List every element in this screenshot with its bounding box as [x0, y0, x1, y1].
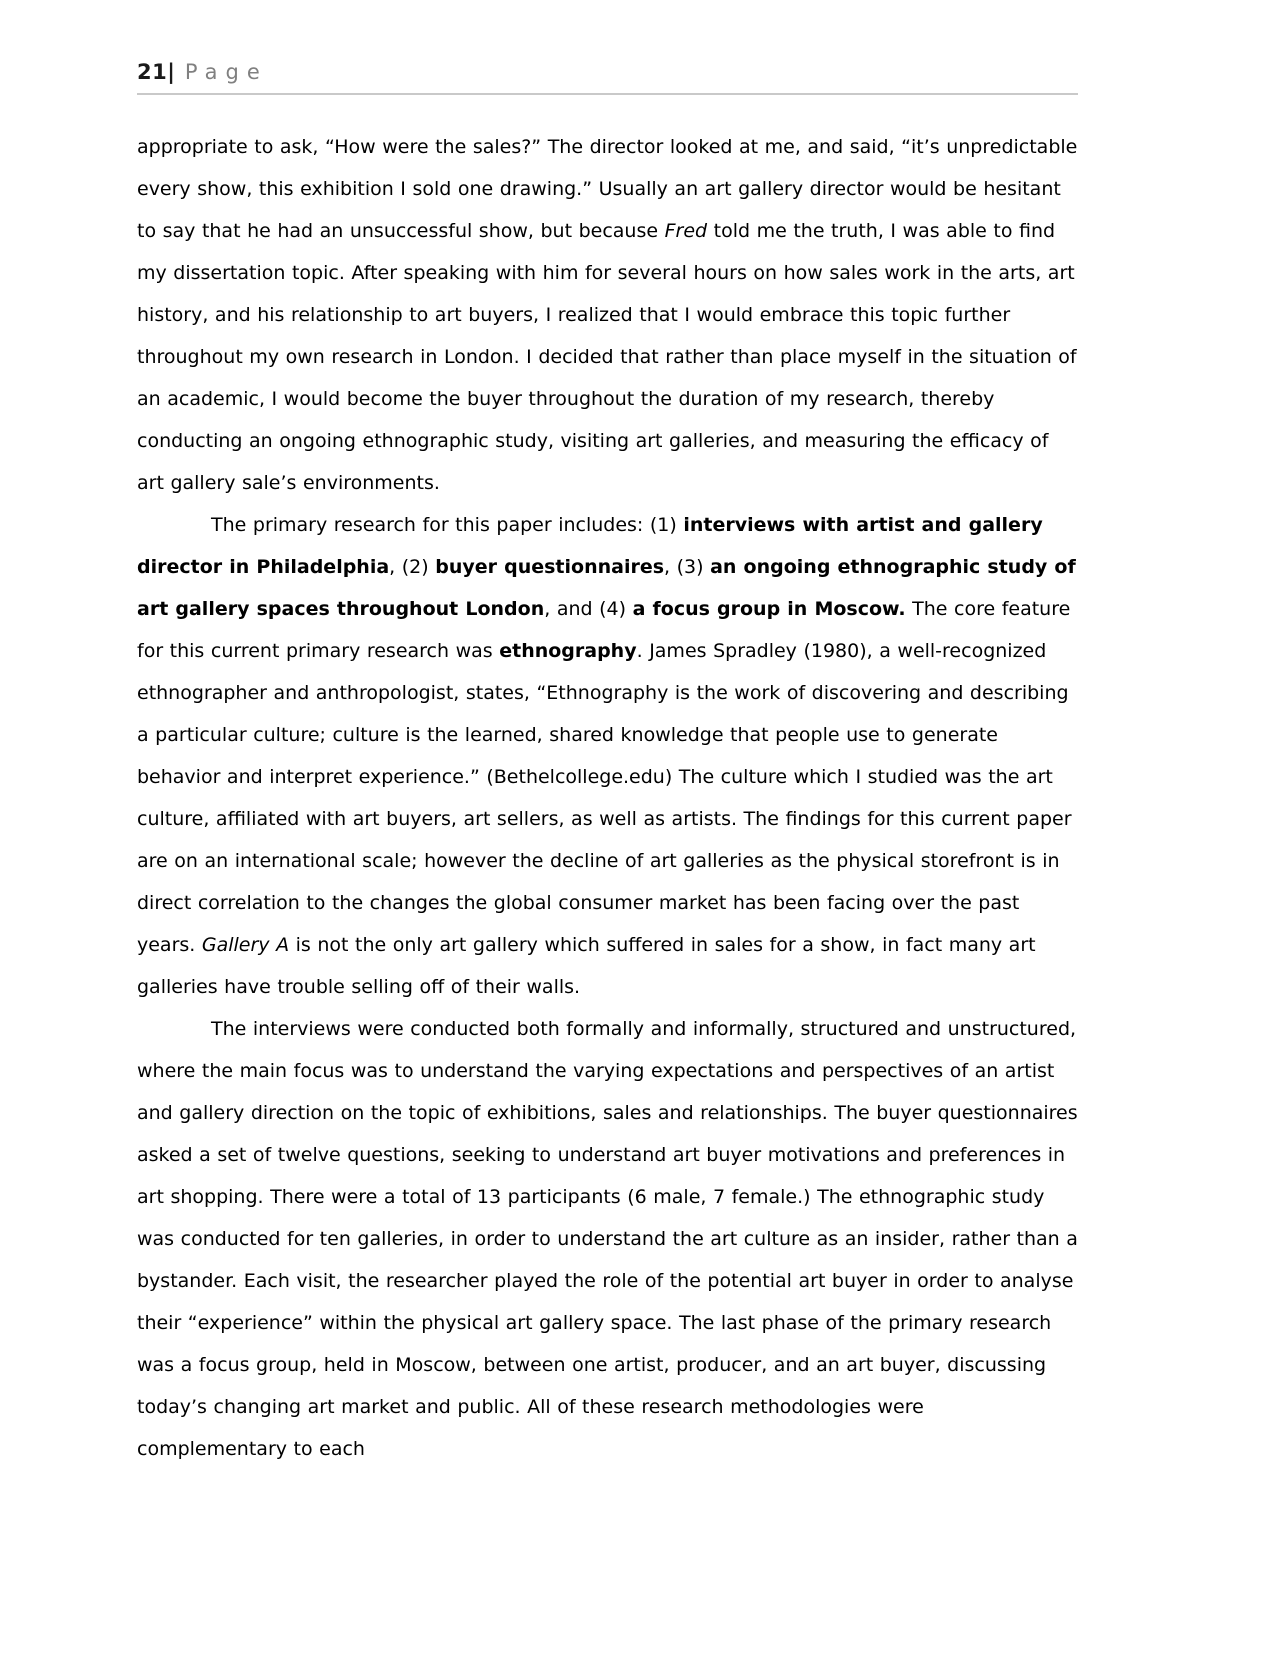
- paragraph: [137, 504, 1080, 1008]
- page-header: [137, 60, 1078, 95]
- text-segment: is not the only art gallery which suffered in sales for a show, in fact many art galleries have trouble selling off of their walls.: [137, 934, 1036, 998]
- document-body: [137, 126, 1080, 1470]
- page-number: 21: [137, 60, 168, 84]
- text-segment: interviews with artist and gallery director in Philadelphia: [137, 514, 1043, 578]
- text-segment: The interviews were conducted both formally and informally, structured and unstructured, where the main focus was to understand the varying expectations and perspectives of an artist and gallery direction on the topic of exhibitions, sales and relationships. The buyer questionnaires asked a set of twelve questions, seeking to understand art buyer motivations and preferences in art shopping. There were a total of 13 participants (6 male, 7 female.) The ethnographic study was conducted for ten galleries, in order to understand the art culture as an insider, rather than a bystander. Each visit, the researcher played the role of the potential art buyer in order to analyse their “experience” within the physical art gallery space. The last phase of the primary research was a focus group, held in Moscow, between one artist, producer, and an art buyer, discussing today’s changing art market and public. All of these research methodologies were complementary to each: [137, 1018, 1078, 1460]
- text-segment: The primary research for this paper includes: (1): [211, 514, 684, 536]
- text-segment: an ongoing ethnographic study of art gallery spaces throughout London: [137, 556, 1076, 620]
- text-segment: , (3): [664, 556, 711, 578]
- text-segment: Gallery A: [201, 934, 290, 956]
- text-segment: Fred: [664, 220, 708, 242]
- page-label: Page: [184, 60, 268, 84]
- text-segment: , (2): [389, 556, 436, 578]
- text-segment: told me the truth, I was able to find my dissertation topic. After speaking with him for several hours on how sales work in the arts, art history, and his relationship to art buyers, I realized that I would embrace this topic further throughout my own research in London. I decided that rather than place myself in the situation of an academic, I would become the buyer throughout the duration of my research, thereby conducting an ongoing ethnographic study, visiting art galleries, and measuring the efficacy of art gallery sale’s environments.: [137, 220, 1077, 494]
- text-segment: The core feature for this current primary research was: [137, 598, 1071, 662]
- paragraph: [137, 126, 1080, 504]
- text-segment: . James Spradley (1980), a well-recognized ethnographer and anthropologist, states, “Ethnography is the work of discovering and describing a particular culture; culture is the learned, shared knowledge that people use to generate behavior and interpret experience.” (Bethelcollege.edu) The culture which I studied was the art culture, affiliated with art buyers, art sellers, as well as artists. The findings for this current paper are on an international scale; however the decline of art galleries as the physical storefront is in direct correlation to the changes the global consumer market has been facing over the past years.: [137, 640, 1072, 956]
- paragraph: [137, 1008, 1080, 1470]
- text-segment: buyer questionnaires: [435, 556, 665, 578]
- text-segment: a focus group in Moscow.: [632, 598, 906, 620]
- text-segment: ethnography: [499, 640, 637, 662]
- header-separator: |: [167, 60, 175, 84]
- text-segment: appropriate to ask, “How were the sales?” The director looked at me, and said, “it’s unpredictable every show, this exhibition I sold one drawing.” Usually an art gallery director would be hesitant to say that he had an unsuccessful show, but because: [137, 136, 1078, 242]
- text-segment: , and (4): [544, 598, 633, 620]
